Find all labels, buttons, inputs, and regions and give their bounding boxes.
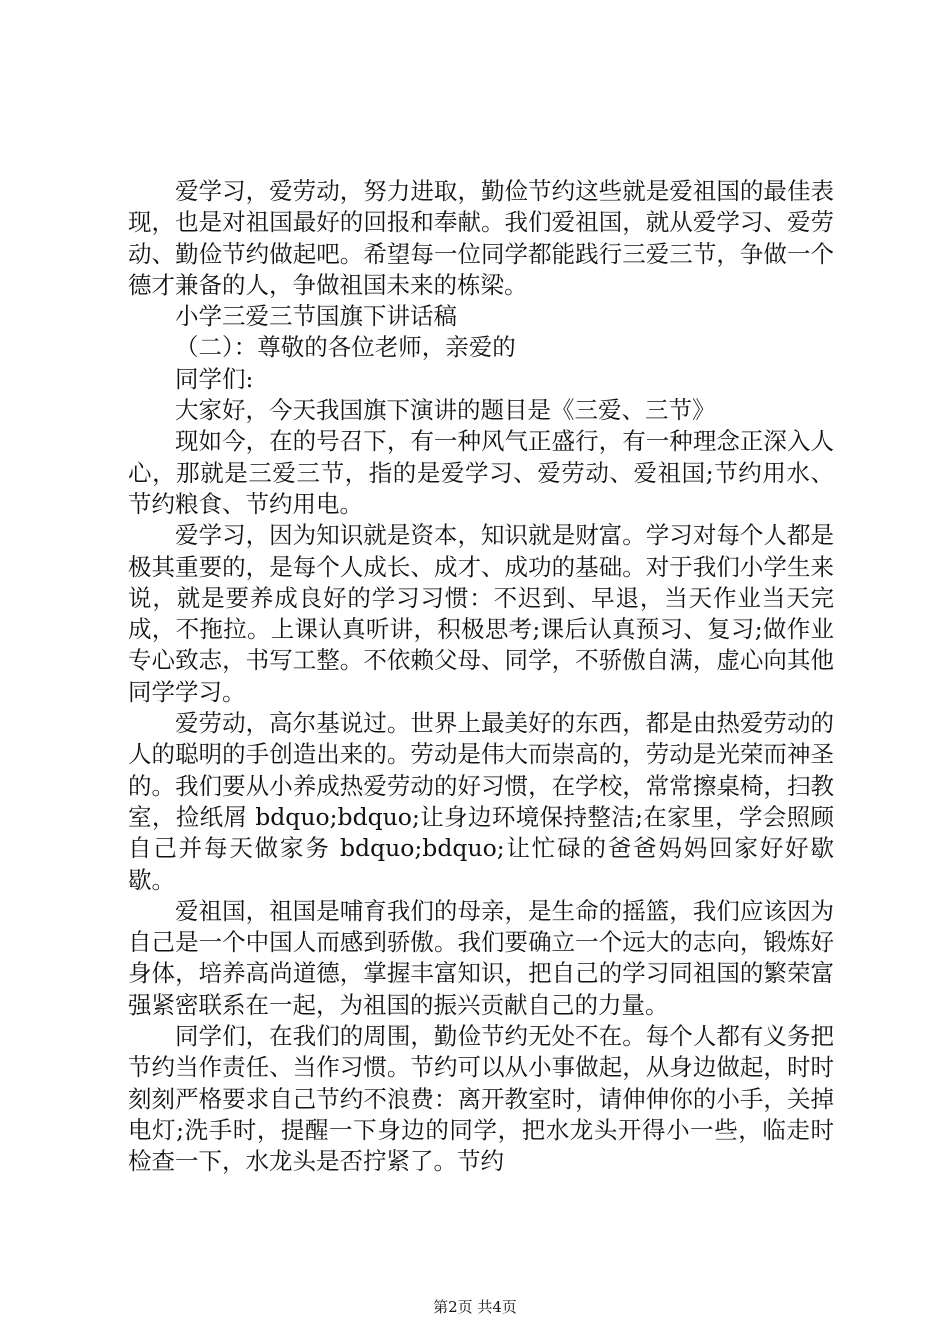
- paragraph: 爱学习，因为知识就是资本，知识就是财富。学习对每个人都是极其重要的，是每个人成长、成才、成功的基础。对于我们小学生来说，就是要养成良好的学习习惯：不迟到、早退，当天作业当天完成，不拖拉。上课认真听讲，积极思考;课后认真预习、复习;做作业专心致志，书写工整。不依赖父母、同学，不骄傲自满，虚心向其他同学学习。: [128, 521, 834, 706]
- page-footer: 第2页 共4页: [433, 1298, 517, 1316]
- paragraph: 爱学习，爱劳动，努力进取，勤俭节约这些就是爱祖国的最佳表现，也是对祖国最好的回报和奉献。我们爱祖国，就从爱学习、爱劳动、勤俭节约做起吧。希望每一位同学都能践行三爱三节，争做一个德才兼备的人，争做祖国未来的栋梁。: [128, 177, 834, 299]
- paragraph: 爱祖国，祖国是哺育我们的母亲，是生命的摇篮，我们应该因为自己是一个中国人而感到骄傲。我们要确立一个远大的志向，锻炼好身体，培养高尚道德，掌握丰富知识，把自己的学习同祖国的繁荣富强紧密联系在一起，为祖国的振兴贡献自己的力量。: [128, 896, 834, 1019]
- paragraph: 现如今，在的号召下，有一种风气正盛行，有一种理念正深入人心，那就是三爱三节，指的是爱学习、爱劳动、爱祖国;节约用水、节约粮食、节约用电。: [128, 427, 834, 518]
- paragraph: 爱劳动，高尔基说过。世界上最美好的东西，都是由热爱劳动的人的聪明的手创造出来的。劳动是伟大而崇高的，劳动是光荣而神圣的。我们要从小养成热爱劳动的好习惯，在学校，常常擦桌椅，扫教室，捡纸屑 bdquo;bdquo;让身边环境保持整洁;在家里，学会照顾自己并每天做家务 bdquo;bdquo;让忙碌的爸爸妈妈回家好好歇歇。: [128, 709, 834, 894]
- section-title: 小学三爱三节国旗下讲话稿: [175, 302, 457, 331]
- salutation: 同学们:: [175, 364, 254, 393]
- paragraph: 同学们，在我们的周围，勤俭节约无处不在。每个人都有义务把节约当作责任、当作习惯。节约可以从小事做起，从身边做起，时时刻刻严格要求自己节约不浪费：离开教室时，请伸伸你的小手，关掉电灯;洗手时，提醒一下身边的同学，把水龙头开得小一些，临走时检查一下，水龙头是否拧紧了。节约: [128, 1022, 834, 1176]
- document-body: [128, 176, 834, 1178]
- paragraph: （二）：尊敬的各位老师，亲爱的: [175, 333, 516, 362]
- paragraph: 大家好，今天我国旗下演讲的题目是《三爱、三节》: [175, 396, 716, 425]
